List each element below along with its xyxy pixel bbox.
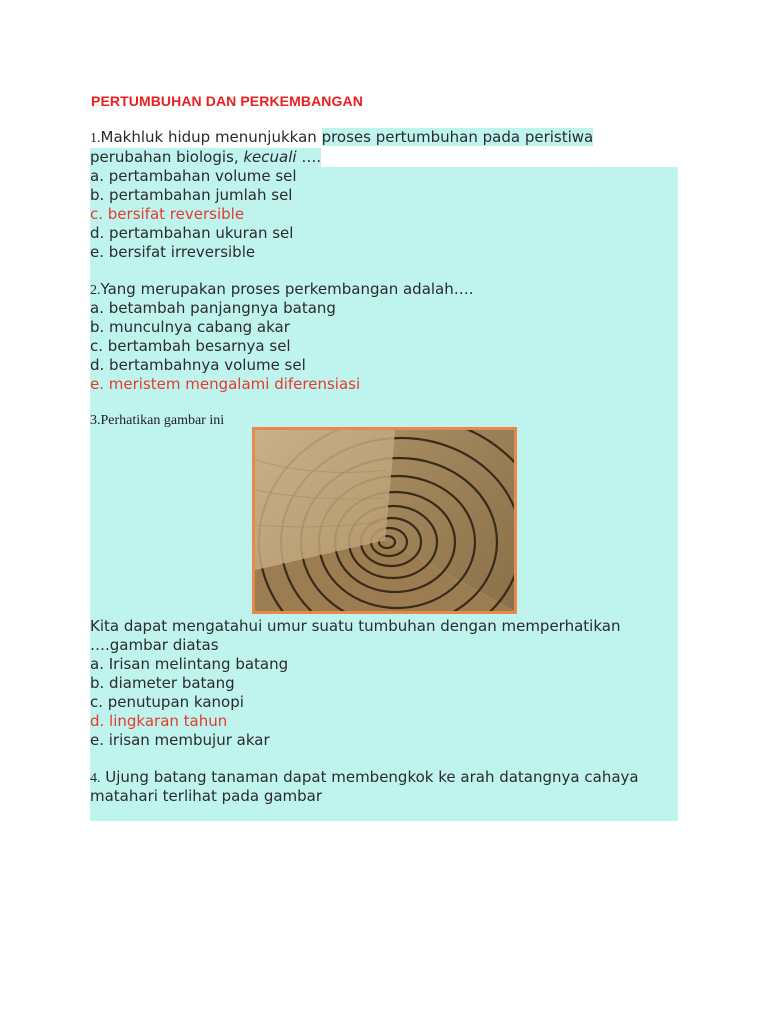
q2-question xyxy=(90,280,474,300)
q2-option-b: b. munculnya cabang akar xyxy=(90,318,290,336)
q3-option-e: e. irisan membujur akar xyxy=(90,731,270,749)
q3-prompt: 3.Perhatikan gambar ini xyxy=(90,413,225,428)
q1-option-e: e. bersifat irreversible xyxy=(90,243,256,261)
q2-option-c: c. bertambah besarnya sel xyxy=(90,337,291,355)
q2-option-e-answer: e. meristem mengalami diferensiasi xyxy=(90,375,361,393)
q1-question-line2 xyxy=(90,148,321,167)
q1-text-plain: Makhluk hidup menunjukkan xyxy=(100,128,322,146)
q2-question-text: Yang merupakan proses perkembangan adalah…. xyxy=(100,280,474,298)
q3-question-line2: ….gambar diatas xyxy=(90,636,219,654)
q2-option-a: a. betambah panjangnya batang xyxy=(90,299,336,317)
q4-number: 4. xyxy=(90,771,101,786)
tree-rings-illustration xyxy=(255,430,514,611)
tree-rings-image xyxy=(252,427,517,614)
q1-question-line1 xyxy=(90,128,593,148)
q3-option-d-answer: d. lingkaran tahun xyxy=(90,712,228,730)
q4-line1-text: Ujung batang tanaman dapat membengkok ke arah datangnya cahaya xyxy=(100,768,639,786)
q4-question-line2: matahari terlihat pada gambar xyxy=(90,787,323,805)
q3-question-line1: Kita dapat mengatahui umur suatu tumbuhan dengan memperhatikan xyxy=(90,617,621,635)
q3-option-a: a. Irisan melintang batang xyxy=(90,655,289,673)
q1-option-d: d. pertambahan ukuran sel xyxy=(90,224,294,242)
q3-option-c: c. penutupan kanopi xyxy=(90,693,244,711)
q1-option-c-answer: c. bersifat reversible xyxy=(90,205,245,223)
q2-option-d: d. bertambahnya volume sel xyxy=(90,356,306,374)
q1-option-a: a. pertambahan volume sel xyxy=(90,167,297,185)
q1-text-highlight: proses pertumbuhan pada peristiwa xyxy=(321,128,594,146)
document-title: PERTUMBUHAN DAN PERKEMBANGAN xyxy=(91,93,363,109)
q4-question-line1 xyxy=(90,768,639,788)
q1-number: 1. xyxy=(90,131,101,146)
q1-line2-italic: kecuali xyxy=(243,148,297,166)
q3-option-b: b. diameter batang xyxy=(90,674,235,692)
q1-option-b: b. pertambahan jumlah sel xyxy=(90,186,293,204)
q1-line2-text: perubahan biologis, xyxy=(90,148,239,166)
q1-line2-tail: …. xyxy=(296,148,322,166)
q2-number: 2. xyxy=(90,283,101,298)
